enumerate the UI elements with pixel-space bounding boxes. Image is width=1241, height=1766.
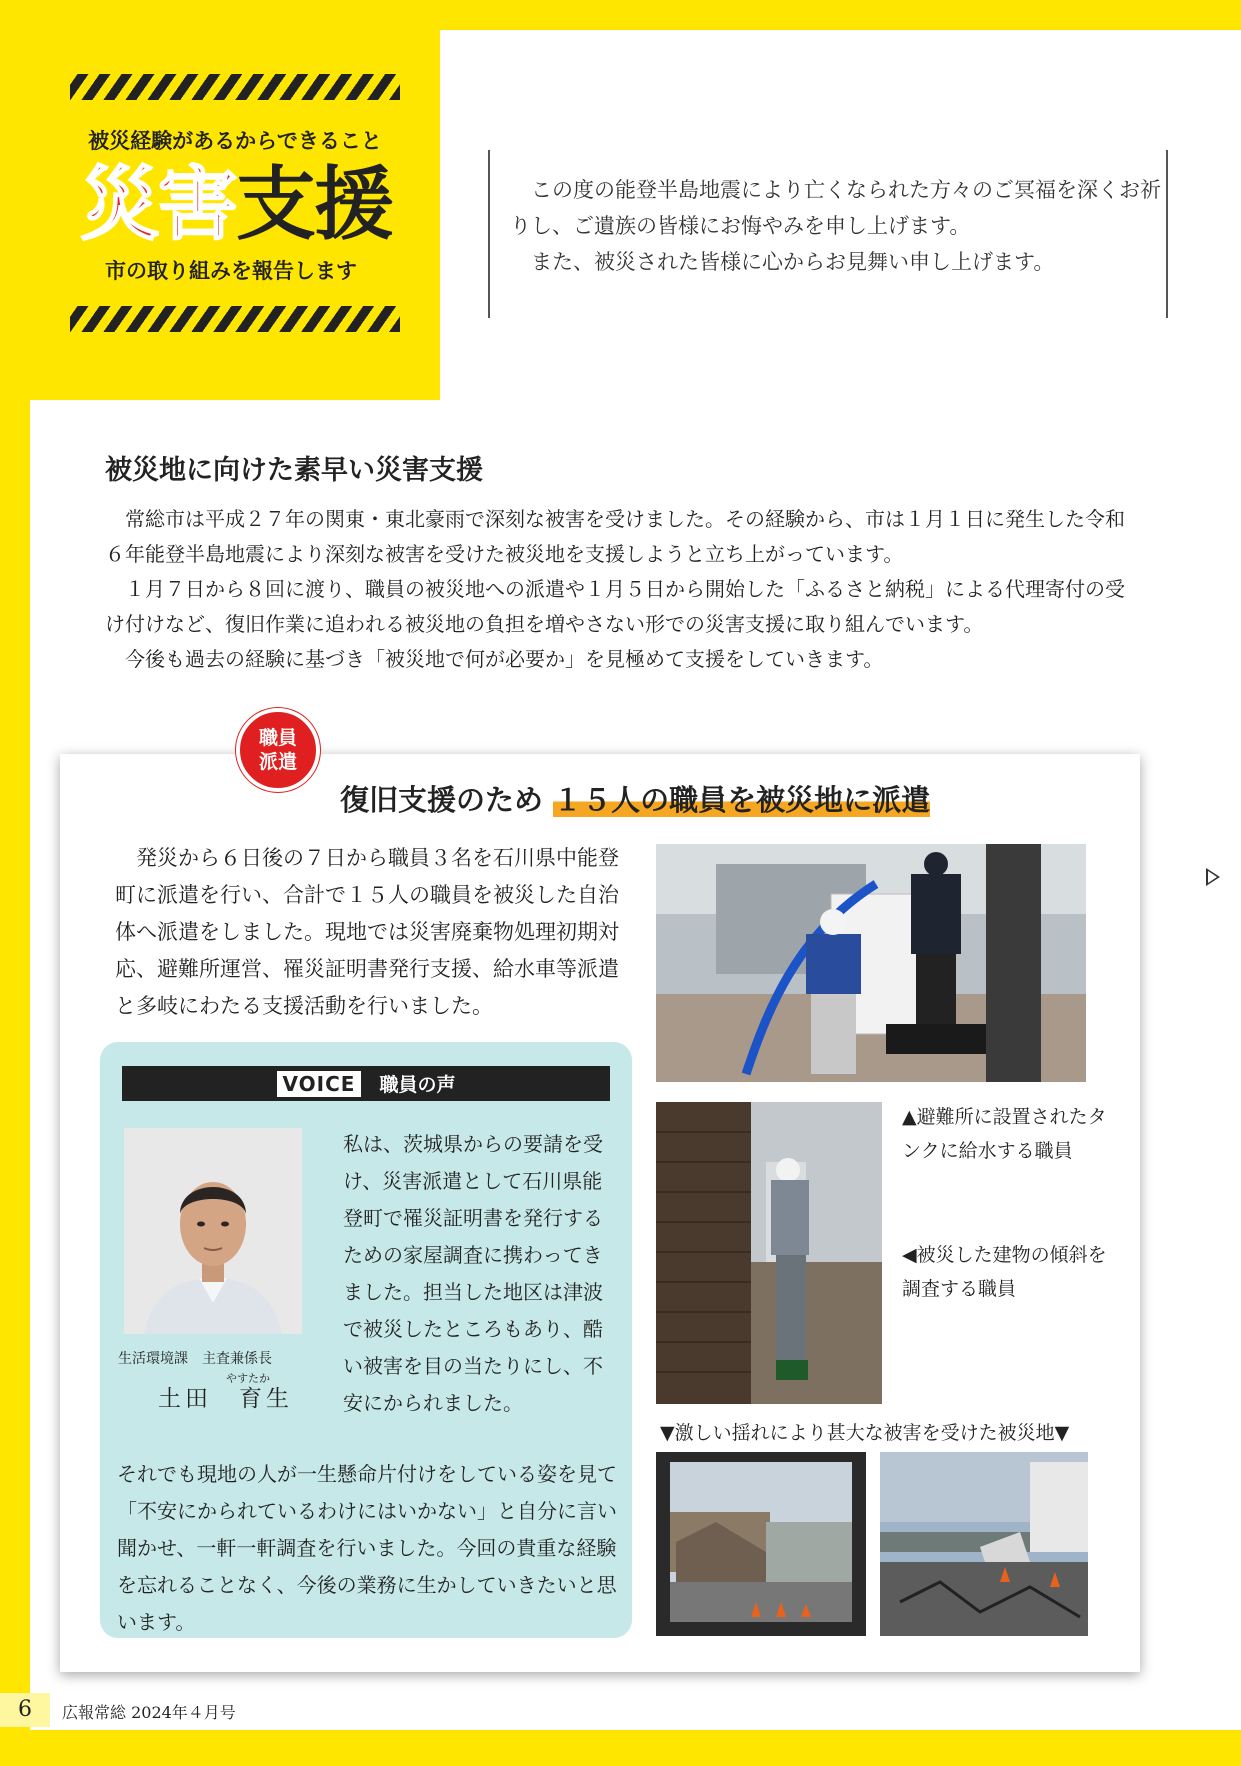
dispatch-paragraph: 発災から６日後の７日から職員３名を石川県中能登町に派遣を行い、合計で１５人の職員を被災した自治体へ派遣をしました。現地では災害廃棄物処理初期対応、避難所運営、罹災証明書発行支援、給水車等派遣と多岐にわたる支援活動を行いました。 bbox=[115, 846, 619, 1018]
staff-dispatch-badge bbox=[236, 708, 320, 792]
voice-text-part-1: 私は、茨城県からの要請を受け、災害派遣として石川県能登町で罹災証明書を発行するための家屋調査に携わってきました。担当した地区は津波で被災したところもあり、酷い被害を目の当たりにし、不安にかられました。 bbox=[343, 1132, 603, 1415]
feature-kicker: 被災経験があるからできること bbox=[88, 129, 382, 153]
hazard-stripe-bottom bbox=[70, 306, 400, 332]
caption-survey: ◀被災した建物の傾斜を調査する職員 bbox=[902, 1244, 1107, 1300]
feature-title bbox=[80, 160, 392, 250]
dispatch-text bbox=[115, 840, 635, 1025]
staff-portrait bbox=[124, 1128, 302, 1334]
section-title: 被災地に向けた素早い災害支援 bbox=[105, 455, 483, 486]
intro-paragraph-3: 今後も過去の経験に基づき「被災地で何が必要か」を見極めて支援をしていきます。 bbox=[125, 647, 884, 671]
panel-title bbox=[340, 778, 930, 819]
photo-building-survey bbox=[656, 1102, 882, 1404]
condolence-message bbox=[488, 150, 1168, 318]
intro-paragraph-2: １月７日から８回に渡り、職員の被災地への派遣や１月５日から開始した「ふるさと納税」による代理寄付の受け付けなど、復旧作業に追われる被災地の負担を増やさない形での災害支援に取り組んでいます。 bbox=[105, 577, 1125, 636]
badge-line-1: 職員 bbox=[258, 727, 297, 749]
voice-label: 職員の声 bbox=[379, 1074, 456, 1096]
photo-damaged-harbor bbox=[880, 1452, 1088, 1636]
next-page-arrow-icon[interactable] bbox=[1206, 868, 1220, 886]
section-body bbox=[105, 502, 1125, 677]
publication-footer: 広報常総 2024年４月号 bbox=[62, 1703, 236, 1722]
photo-damaged-street bbox=[656, 1452, 866, 1636]
photo-water-tank bbox=[656, 844, 1086, 1082]
voice-header bbox=[122, 1066, 610, 1101]
feature-title-dark: 支援 bbox=[236, 158, 392, 251]
person-name: 土田 育生 bbox=[158, 1386, 293, 1412]
page-number: 6 bbox=[0, 1693, 50, 1727]
condolence-line-1: この度の能登半島地震により亡くなられた方々のご冥福を深くお祈りし、ご遺族の皆様にお悔やみを申し上げます。 bbox=[510, 178, 1161, 238]
feature-title-red: 災害 bbox=[80, 158, 236, 251]
voice-text-part-2: それでも現地の人が一生懸命片付けをしている姿を見て「不安にかられているわけにはいかない」と自分に言い聞かせ、一軒一軒調査を行いました。今回の貴重な経験を忘れることなく、今後の業務に生かしていきたいと思います。 bbox=[117, 1462, 617, 1634]
panel-title-prefix: 復旧支援のため bbox=[340, 783, 544, 817]
person-ruby: やすたか bbox=[226, 1372, 270, 1385]
condolence-line-2: また、被災された皆様に心からお見舞い申し上げます。 bbox=[531, 250, 1055, 274]
voice-tag: VOICE bbox=[277, 1071, 362, 1097]
caption-damage: ▼激しい揺れにより甚大な被害を受けた被災地▼ bbox=[660, 1422, 1070, 1444]
feature-subtitle: 市の取り組みを報告します bbox=[105, 259, 357, 283]
person-role: 生活環境課 主査兼係長 bbox=[118, 1351, 272, 1367]
badge-line-2: 派遣 bbox=[258, 751, 297, 773]
intro-paragraph-1: 常総市は平成２７年の関東・東北豪雨で深刻な被害を受けました。その経験から、市は１月１日に発生した令和６年能登半島地震により深刻な被害を受けた被災地を支援しようと立ち上がっています。 bbox=[105, 507, 1125, 566]
caption-tank: ▲避難所に設置されたタンクに給水する職員 bbox=[902, 1106, 1107, 1162]
panel-title-highlight: １５人の職員を被災地に派遣 bbox=[553, 783, 931, 817]
hazard-stripe-top bbox=[70, 74, 400, 100]
